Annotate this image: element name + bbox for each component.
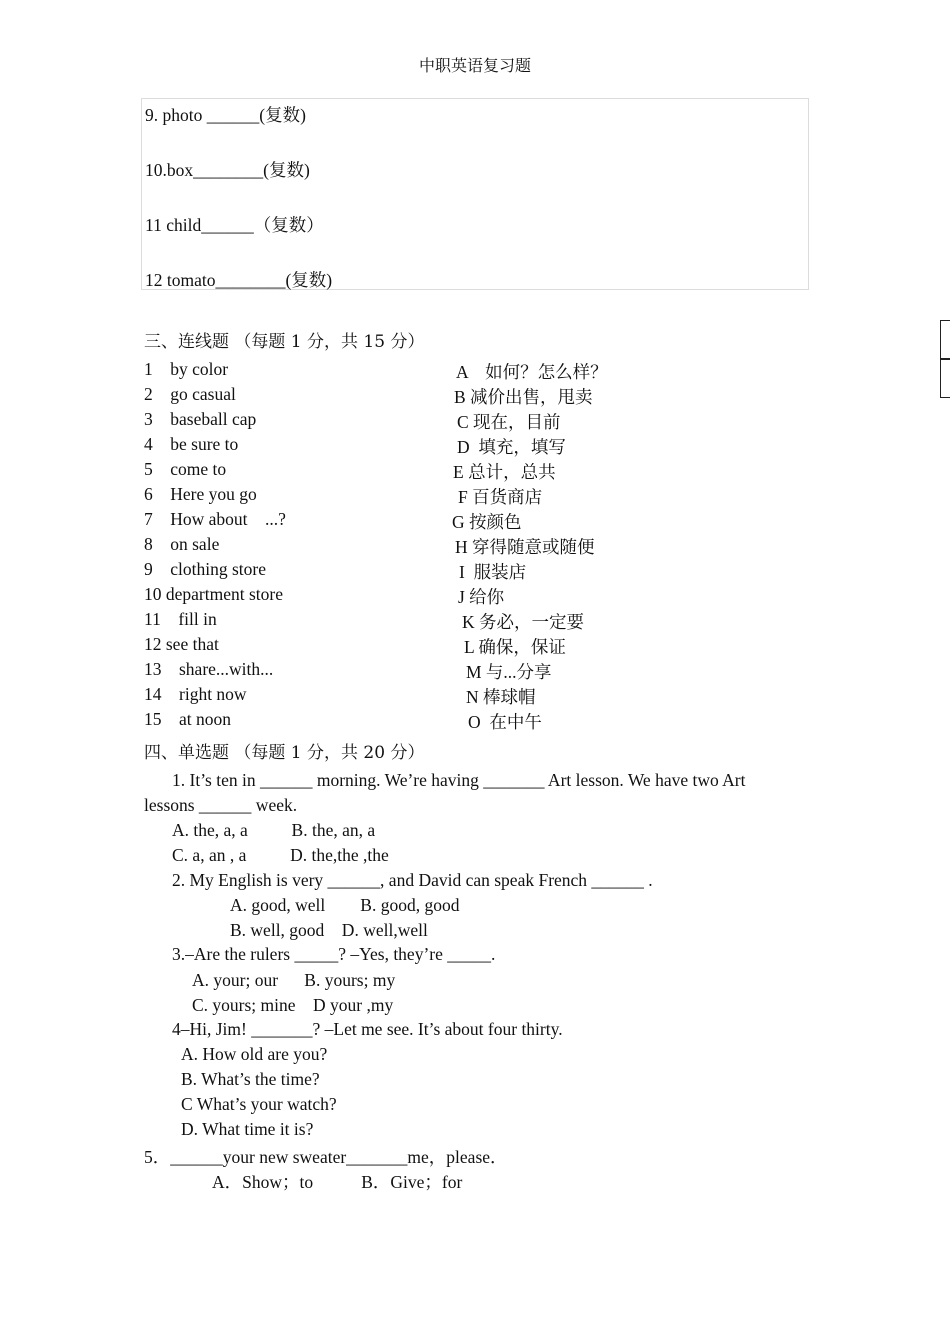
question-3-options-ab: A. your; our B. yours; my — [192, 970, 396, 990]
match-left-item: 4 be sure to — [144, 434, 239, 454]
match-left-item: 2 go casual — [144, 384, 236, 404]
match-left-item: 3 baseball cap — [144, 409, 257, 429]
match-right-item: N 棒球帽 — [466, 687, 536, 707]
fill-line-11: 11 child______（复数） — [145, 215, 324, 235]
question-1-options-ab: A. the, a, a B. the, an, a — [172, 820, 376, 840]
match-right-item: J 给你 — [458, 587, 505, 607]
question-4-option-a: A. How old are you? — [181, 1044, 328, 1064]
match-right-item: H 穿得随意或随便 — [455, 537, 595, 557]
question-5-options-ab: A．Show；to B．Give；for — [212, 1172, 463, 1192]
question-4-option-c: C What’s your watch? — [181, 1094, 337, 1114]
match-left-item: 13 share...with... — [144, 659, 274, 679]
match-right-item: D 填充，填写 — [457, 437, 566, 457]
match-left-item: 7 How about ...? — [144, 509, 286, 529]
fill-line-12: 12 tomato________(复数) — [145, 270, 333, 290]
question-4-stem: 4–Hi, Jim! _______? –Let me see. It’s about four thirty. — [172, 1019, 563, 1039]
match-right-item: K 务必，一定要 — [462, 612, 585, 632]
section3-title: 三、连线题 （每题 1 分，共 15 分） — [144, 332, 425, 352]
match-right-item: C 现在，目前 — [457, 412, 561, 432]
question-3-options-cd: C. yours; mine D your ,my — [192, 995, 394, 1015]
question-3-stem: 3.–Are the rulers _____? –Yes, they’re _____. — [172, 944, 496, 964]
match-right-item: O 在中午 — [468, 712, 542, 732]
question-4-option-b: B. What’s the time? — [181, 1069, 320, 1089]
question-1-stem-cont: lessons ______ week. — [144, 795, 298, 815]
match-left-item: 11 fill in — [144, 609, 217, 629]
match-right-item: G 按颜色 — [452, 512, 522, 532]
question-1-stem: 1. It’s ten in ______ morning. We’re having _______ Art lesson. We have two Art — [172, 770, 746, 790]
edge-mark-bottom — [940, 358, 950, 398]
fill-in-box — [141, 98, 809, 290]
fill-line-10: 10.box________(复数) — [145, 160, 310, 180]
match-left-item: 5 come to — [144, 459, 227, 479]
match-left-item: 10 department store — [144, 584, 283, 604]
match-left-item: 12 see that — [144, 634, 219, 654]
match-left-item: 6 Here you go — [144, 484, 257, 504]
question-2-stem: 2. My English is very ______, and David can speak French ______ . — [172, 870, 653, 890]
match-left-item: 14 right now — [144, 684, 247, 704]
match-left-item: 8 on sale — [144, 534, 220, 554]
section4-title: 四、单选题 （每题 1 分，共 20 分） — [144, 743, 425, 763]
match-right-item: L 确保，保证 — [464, 637, 566, 657]
match-right-item: A 如何？怎么样？ — [456, 362, 608, 382]
question-1-options-cd: C. a, an , a D. the,the ,the — [172, 845, 389, 865]
question-4-option-d: D. What time it is? — [181, 1119, 314, 1139]
match-right-item: F 百货商店 — [458, 487, 543, 507]
fill-line-9: 9. photo ______(复数) — [145, 105, 306, 125]
match-right-item: M 与...分享 — [466, 662, 552, 682]
match-left-item: 15 at noon — [144, 709, 232, 729]
match-left-item: 1 by color — [144, 359, 229, 379]
question-2-options-cd: B. well, good D. well,well — [230, 920, 428, 940]
question-2-options-ab: A. good, well B. good, good — [230, 895, 460, 915]
match-right-item: I 服装店 — [459, 562, 527, 582]
page-header-title: 中职英语复习题 — [418, 56, 531, 75]
match-right-item: E 总计，总共 — [453, 462, 556, 482]
match-left-item: 9 clothing store — [144, 559, 266, 579]
match-right-item: B 减价出售，甩卖 — [454, 387, 593, 407]
question-5-stem: 5．______your new sweater_______me，please． — [144, 1147, 508, 1167]
edge-mark-top — [940, 320, 950, 360]
